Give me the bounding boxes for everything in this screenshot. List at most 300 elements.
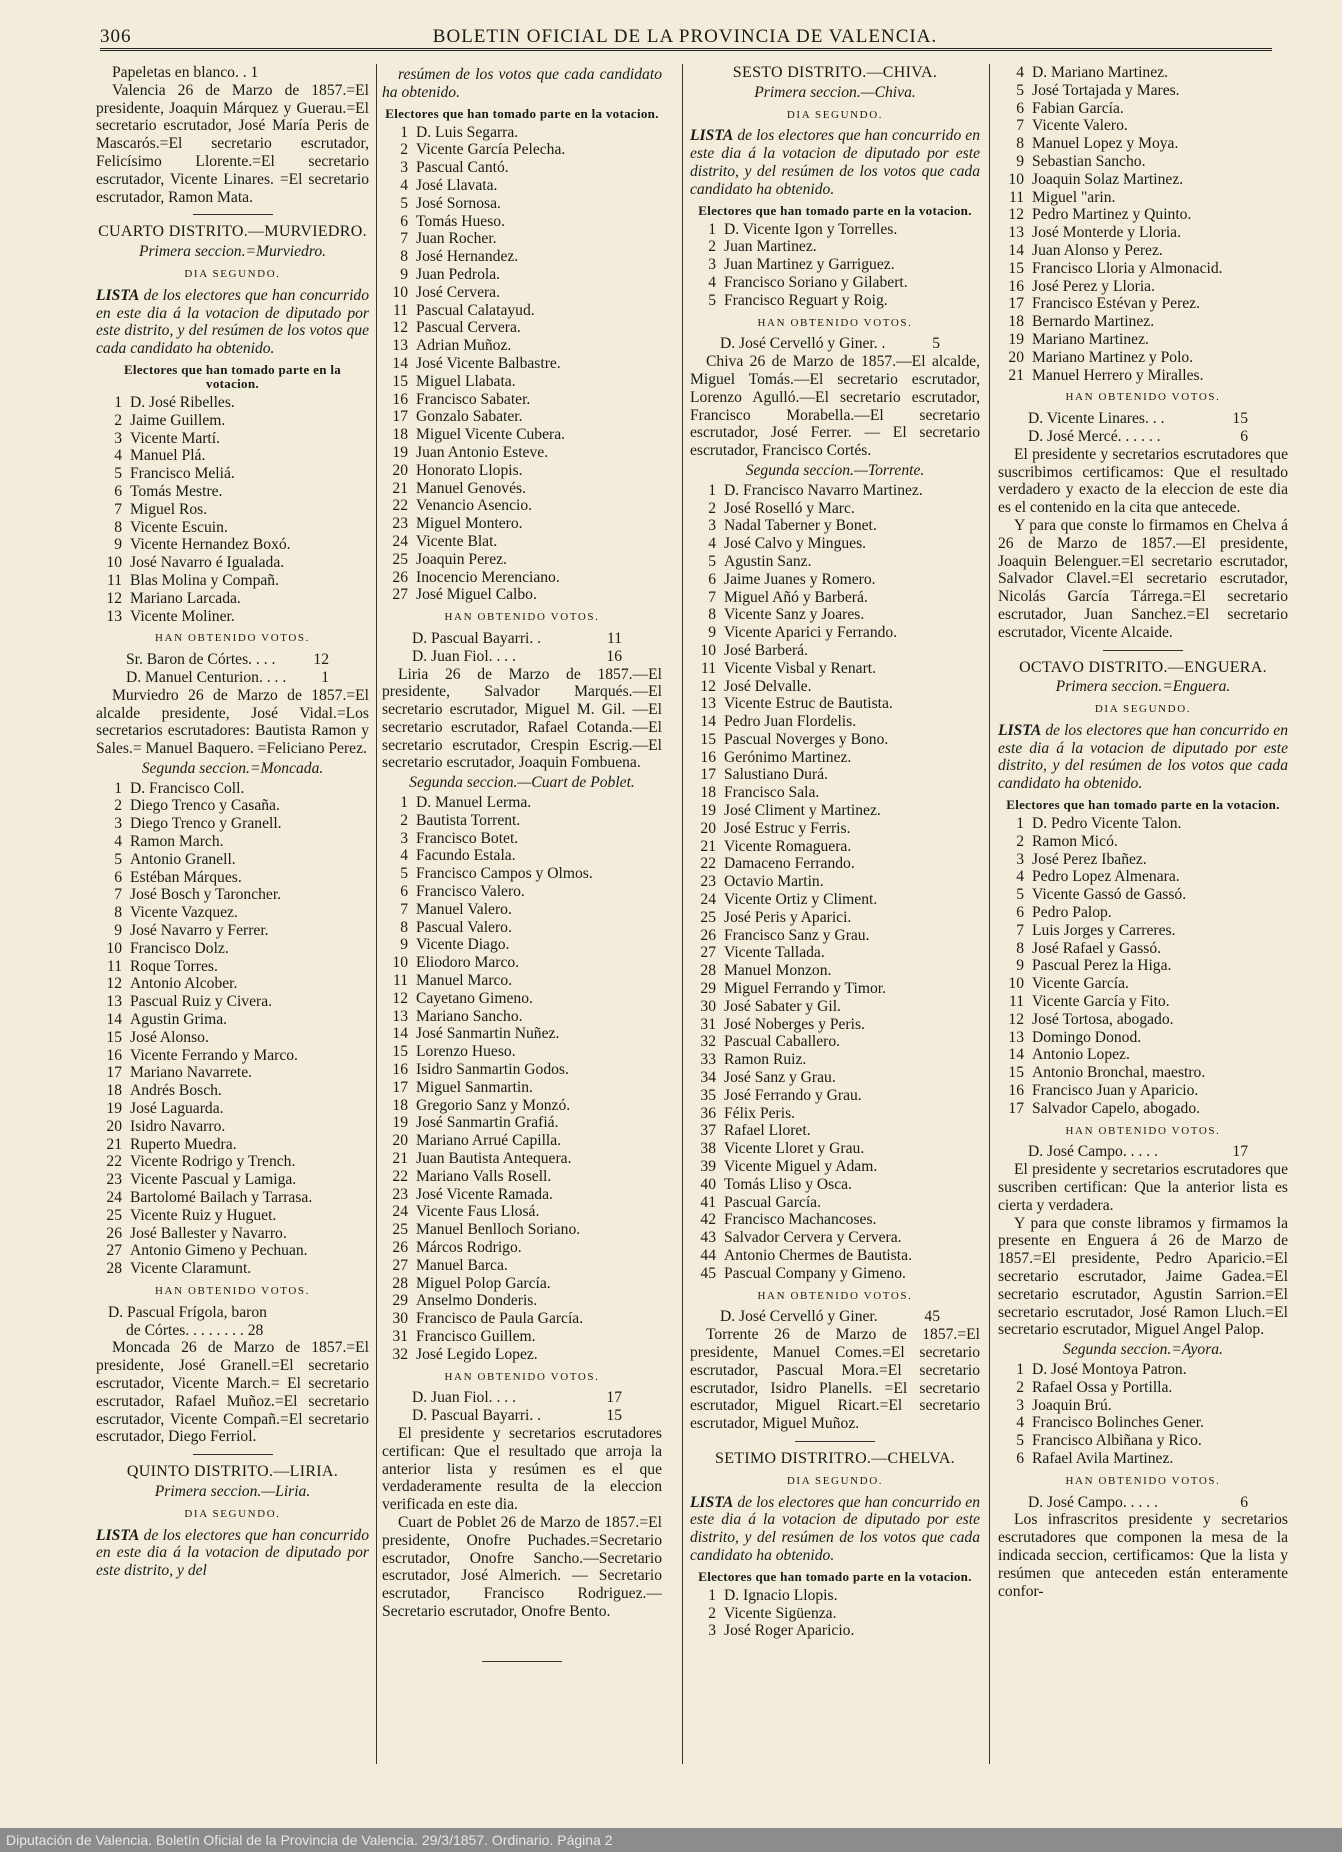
elector-row (96, 1082, 369, 1100)
elector-row (382, 1203, 662, 1221)
elector-number: 3 (708, 517, 716, 535)
elector-name: Salustiano Durá. (724, 766, 828, 784)
elector-row (690, 535, 980, 553)
elector-name: Miguel Ferrando y Timor. (724, 980, 887, 998)
elector-number: 8 (114, 518, 122, 536)
elector-name: D. Francisco Navarro Martinez. (724, 481, 923, 499)
header-rule (100, 48, 1272, 51)
vote-row (690, 1308, 980, 1326)
elector-row (690, 731, 980, 749)
elector-name: Pascual Company y Gimeno. (724, 1264, 906, 1282)
elector-row (998, 64, 1288, 82)
elector-number: 25 (700, 908, 716, 926)
elector-number: 21 (392, 479, 408, 497)
elector-name: José Vicente Balbastre. (416, 354, 561, 372)
elector-name: Pascual Ruiz y Civera. (130, 993, 273, 1011)
votos-heading: HAN OBTENIDO VOTOS. (757, 316, 913, 329)
elector-number: 30 (392, 1310, 408, 1328)
elector-name: José Vicente Ramada. (416, 1185, 553, 1203)
elector-name: Manuel Barca. (416, 1256, 508, 1274)
elector-row (690, 1069, 980, 1087)
elector-number: 14 (392, 1025, 408, 1043)
elector-name: D. Mariano Martinez. (1032, 64, 1168, 81)
elector-number: 17 (392, 1078, 408, 1096)
vote-row (382, 1407, 662, 1425)
elector-number: 15 (1008, 259, 1024, 277)
elector-row (690, 624, 980, 642)
elector-row (382, 569, 662, 587)
elector-name: Bernardo Martinez. (1032, 313, 1155, 331)
elector-number: 26 (392, 568, 408, 586)
elector-row (690, 1158, 980, 1176)
elector-number: 12 (106, 589, 122, 607)
column-2 (382, 64, 662, 1670)
elector-number: 18 (392, 1096, 408, 1114)
elector-number: 18 (392, 426, 408, 444)
elector-row (690, 1622, 980, 1640)
elector-row (690, 944, 980, 962)
elector-number: 13 (392, 1007, 408, 1025)
elector-name: Luis Jorges y Carreres. (1032, 921, 1176, 939)
vote-row (382, 648, 662, 666)
elector-row (382, 248, 662, 266)
elector-row (96, 1011, 369, 1029)
elector-name: Francisco Soriano y Gilabert. (724, 273, 908, 291)
elector-name: Mariano Arrué Capilla. (416, 1132, 562, 1150)
elector-number: 10 (700, 641, 716, 659)
elector-row (96, 572, 369, 590)
elector-number: 2 (114, 411, 122, 429)
elector-number: 22 (106, 1153, 122, 1171)
elector-number: 6 (1016, 1449, 1024, 1467)
elector-name: Manuel Herrero y Miralles. (1032, 366, 1204, 384)
elector-row (96, 501, 369, 519)
elector-list (382, 124, 662, 605)
elector-row (690, 855, 980, 873)
elector-number: 12 (392, 989, 408, 1007)
elector-number: 5 (114, 850, 122, 868)
elector-number: 15 (700, 730, 716, 748)
elector-number: 5 (708, 552, 716, 570)
elector-number: 20 (106, 1117, 122, 1135)
vote-count: 15 (1232, 410, 1248, 428)
separator (193, 214, 273, 215)
elector-name: Francisco Valero. (416, 883, 525, 901)
elector-number: 4 (114, 833, 122, 851)
elector-name: Francisco Lloria y Almonacid. (1032, 259, 1223, 277)
elector-row (96, 904, 369, 922)
elector-name: Ramon Ruiz. (724, 1051, 807, 1069)
candidate-name: D. Manuel Centurion. . . . (126, 668, 287, 686)
elector-number: 6 (1016, 904, 1024, 922)
elector-number: 5 (1016, 1432, 1024, 1450)
elector-row (998, 1414, 1288, 1432)
elector-row (382, 812, 662, 830)
elector-name: José Ballester y Navarro. (130, 1224, 287, 1242)
elector-number: 1 (708, 481, 716, 499)
elector-number: 16 (392, 390, 408, 408)
elector-name: Mariano Sancho. (416, 1007, 523, 1025)
elector-name: José Monterde y Lloria. (1032, 224, 1181, 242)
elector-row (998, 224, 1288, 242)
elector-row (96, 833, 369, 851)
elector-number: 3 (708, 256, 716, 274)
elector-row (382, 426, 662, 444)
elector-list (96, 780, 369, 1278)
lista-intro (96, 287, 369, 358)
elector-name: Vicente Escuin. (130, 518, 228, 536)
elector-row (382, 533, 662, 551)
elector-row (690, 1140, 980, 1158)
elector-row (998, 1100, 1288, 1118)
elector-row (382, 883, 662, 901)
elector-name: Antonio Gimeno y Pechuan. (130, 1242, 308, 1260)
elector-name: Pedro Martinez y Quinto. (1032, 206, 1192, 224)
elector-number: 19 (1008, 330, 1024, 348)
elector-number: 28 (392, 1274, 408, 1292)
publication-title: BOLETIN OFICIAL DE LA PROVINCIA DE VALENCIA. (432, 26, 938, 47)
elector-name: Isidro Sanmartin Godos. (416, 1061, 569, 1079)
elector-name: Pascual García. (724, 1193, 821, 1211)
lista-text: de los electores que han concurrido en este dia á la votacion de diputado por este distrito, y del resúmen de los votos que cada candidato ha obtenido. (998, 721, 1288, 793)
elector-name: Vicente Blat. (416, 532, 498, 550)
votos-heading: HAN OBTENIDO VOTOS. (1065, 1124, 1221, 1137)
elector-name: José Ferrando y Grau. (724, 1086, 862, 1104)
elector-row (998, 171, 1288, 189)
elector-row (690, 482, 980, 500)
elector-row (690, 1211, 980, 1229)
elector-name: Sebastian Sancho. (1032, 152, 1146, 170)
elector-row (998, 993, 1288, 1011)
elector-row (690, 500, 980, 518)
elector-number: 1 (1016, 815, 1024, 833)
elector-number: 21 (700, 837, 716, 855)
elector-row (690, 1176, 980, 1194)
elector-name: Francisco Dolz. (130, 939, 229, 957)
elector-name: Tomás Lliso y Osca. (724, 1175, 852, 1193)
section-title: Segunda seccion.=Ayora. (1063, 1341, 1223, 1359)
elector-name: Estéban Márques. (130, 868, 242, 886)
elector-name: José Calvo y Mingues. (724, 535, 867, 553)
elector-number: 1 (114, 393, 122, 411)
elector-number: 11 (1008, 188, 1024, 206)
elector-number: 11 (700, 659, 716, 677)
elector-name: Pedro Lopez Almenara. (1032, 868, 1180, 886)
elector-row (998, 1450, 1288, 1468)
elector-name: Manuel Lopez y Moya. (1032, 135, 1179, 153)
vote-row (382, 1389, 662, 1407)
elector-row (96, 536, 369, 554)
elector-name: Agustin Grima. (130, 1011, 228, 1029)
elector-name: Vicente García. (1032, 975, 1129, 993)
elector-name: Vicente Visbal y Renart. (724, 659, 877, 677)
vote-count: 5 (932, 335, 940, 353)
elector-name: Juan Bautista Antequera. (416, 1150, 572, 1168)
elector-number: 25 (392, 550, 408, 568)
elector-number: 44 (700, 1247, 716, 1264)
elector-row (690, 292, 980, 310)
elector-row (690, 221, 980, 239)
elector-name: Salvador Cervera y Cervera. (724, 1229, 902, 1247)
elector-row (382, 1168, 662, 1186)
elector-name: Jaime Juanes y Romero. (724, 570, 876, 588)
elector-number: 4 (400, 847, 408, 865)
elector-name: Vicente Sanz y Joares. (724, 606, 865, 624)
elector-name: Mariano Larcada. (130, 589, 241, 607)
elector-row (382, 586, 662, 604)
separator (795, 1441, 875, 1442)
elector-name: Pedro Palop. (1032, 904, 1112, 922)
elector-name: Lorenzo Hueso. (416, 1043, 516, 1061)
elector-name: Miguel Llabata. (416, 372, 516, 390)
elector-name: José Perez y Lloria. (1032, 277, 1155, 295)
elector-number: 26 (392, 1239, 408, 1256)
elector-number: 2 (708, 238, 716, 256)
elector-number: 1 (708, 220, 716, 238)
elector-number: 2 (400, 811, 408, 829)
lista-head: LISTA (690, 127, 734, 145)
section-title: Segunda seccion.—Torrente. (745, 461, 925, 479)
candidate-name: D. Vicente Linares. . . (1028, 410, 1165, 428)
elector-number: 6 (1016, 99, 1024, 117)
elector-row (96, 797, 369, 815)
elector-name: José Bosch y Taroncher. (130, 886, 282, 904)
elector-number: 18 (700, 784, 716, 802)
elector-number: 9 (400, 265, 408, 283)
elector-number: 20 (392, 461, 408, 479)
electores-heading: Electores que han tomado parte en la votacion. (1006, 797, 1280, 813)
section-title: Primera seccion.=Enguera. (1055, 678, 1231, 696)
elector-name: Juan Rocher. (416, 230, 497, 248)
elector-name: Agustin Sanz. (724, 552, 812, 570)
elector-row (96, 1118, 369, 1136)
page-number: 306 (100, 26, 132, 47)
elector-number: 5 (400, 194, 408, 212)
elector-row (382, 480, 662, 498)
elector-row (690, 1033, 980, 1051)
elector-number: 15 (392, 372, 408, 390)
elector-number: 31 (700, 1015, 716, 1033)
elector-name: Tomás Hueso. (416, 212, 505, 230)
elector-number: 5 (114, 465, 122, 483)
elector-name: D. Vicente Igon y Torrelles. (724, 220, 898, 238)
elector-number: 19 (700, 802, 716, 820)
elector-row (96, 1242, 369, 1260)
elector-name: Manuel Genovés. (416, 479, 526, 497)
vote-count: 17 (606, 1389, 622, 1407)
elector-row (96, 975, 369, 993)
elector-row (382, 1257, 662, 1275)
elector-number: 5 (1016, 886, 1024, 904)
elector-name: Vicente García Pelecha. (416, 141, 566, 159)
elector-number: 27 (106, 1242, 122, 1260)
elector-row (382, 408, 662, 426)
elector-name: José Alonso. (130, 1028, 209, 1046)
elector-number: 13 (1008, 1028, 1024, 1046)
elector-row (96, 780, 369, 798)
elector-row (96, 554, 369, 572)
elector-row (382, 497, 662, 515)
district-title: CUARTO DISTRITO.—MURVIEDRO. (98, 223, 367, 241)
vote-count: 6 (1240, 1493, 1248, 1511)
elector-name: José Barberá. (724, 641, 808, 659)
elector-name: Fabian García. (1032, 99, 1124, 117)
elector-name: D. Luis Segarra. (416, 123, 519, 141)
elector-row (382, 284, 662, 302)
elector-number: 10 (392, 954, 408, 972)
candidate-name: D. Juan Fiol. . . . (412, 647, 516, 665)
elector-row (690, 1105, 980, 1123)
elector-number: 36 (700, 1104, 716, 1122)
elector-name: José Roger Aparicio. (724, 1622, 855, 1640)
elector-name: Ruperto Muedra. (130, 1135, 237, 1153)
elector-name: Mariano Martinez y Polo. (1032, 348, 1194, 366)
elector-number: 23 (392, 1185, 408, 1203)
elector-number: 9 (114, 536, 122, 554)
elector-row (998, 242, 1288, 260)
elector-row (690, 695, 980, 713)
elector-row (690, 238, 980, 256)
elector-name: Domingo Donod. (1032, 1028, 1142, 1046)
lista-text: de los electores que han concurrido en este dia á la votacion de diputado por este distrito, y del (96, 1526, 369, 1580)
elector-row (998, 367, 1288, 385)
votos-heading: HAN OBTENIDO VOTOS. (757, 1289, 913, 1302)
lista-intro (998, 722, 1288, 793)
elector-name: José Sanmartin Grafiá. (416, 1114, 559, 1132)
separator (193, 1454, 273, 1455)
elector-row (690, 891, 980, 909)
elector-row (998, 1397, 1288, 1415)
elector-number: 15 (392, 1043, 408, 1061)
elector-row (690, 766, 980, 784)
elector-row (382, 515, 662, 533)
elector-row (690, 820, 980, 838)
elector-name: Joaquin Solaz Martinez. (1032, 170, 1184, 188)
elector-name: Tomás Mestre. (130, 482, 223, 500)
elector-row (690, 660, 980, 678)
elector-row (382, 177, 662, 195)
elector-list (690, 221, 980, 310)
elector-list (998, 1361, 1288, 1468)
elector-number: 16 (106, 1046, 122, 1064)
separator (1103, 650, 1183, 651)
elector-number: 8 (400, 248, 408, 266)
elector-number: 22 (700, 855, 716, 873)
elector-number: 24 (700, 891, 716, 909)
elector-number: 15 (1008, 1064, 1024, 1082)
elector-row (998, 278, 1288, 296)
elector-name: Ramon March. (130, 833, 224, 851)
elector-name: Anselmo Donderis. (416, 1292, 538, 1310)
elector-name: Gregorio Sanz y Monzó. (416, 1096, 571, 1114)
elector-row (382, 266, 662, 284)
certifican-text: El presidente y secretarios escrutadores certifican: Que el resultado que arroja la anterior lista y resúmen es el que verdaderamente resulta de la eleccion verificada en este dia. (382, 1424, 662, 1514)
elector-row (998, 260, 1288, 278)
elector-row (96, 519, 369, 537)
elector-row (690, 642, 980, 660)
moncada-acta: Moncada 26 de Marzo de 1857.=El presidente, José Granell.=El secretario escrutador, Vicente March.= El secretario escrutador, Rafael Muñoz.=El secretario escrutador, Vicente Compañ.=El secretario escrutador, Diego Ferriol. (96, 1339, 369, 1446)
candidate-name: D. José Cervelló y Giner. . (720, 335, 886, 353)
elector-name: Manuel Valero. (416, 900, 512, 918)
candidate-name: D. Pascual Bayarri. . (412, 629, 542, 647)
elector-row (998, 940, 1288, 958)
elector-name: Vicente Hernandez Boxó. (130, 536, 291, 554)
elector-number: 22 (392, 1167, 408, 1185)
elector-name: José Legido Lopez. (416, 1345, 538, 1363)
elector-number: 12 (1008, 1010, 1024, 1028)
enguera-acta: Y para que conste libramos y firmamos la presente en Enguera á 26 de Marzo de 1857.=El presidente, Pedro Aparicio.=El secretario escrutador, Jaime Gadea.=El secretario escrutador, Agustin Sarrion.=El secretario escrutador, José Ramon Lluch.=El secretario escrutador, Miguel Angel Palop. (998, 1214, 1288, 1339)
elector-number: 21 (106, 1135, 122, 1153)
elector-name: Facundo Estala. (416, 847, 516, 865)
elector-name: Juan Pedrola. (416, 265, 501, 283)
ayora-text: Los infrascritos presidente y secretarios escrutadores que componen la mesa de la indicada seccion, certificamos: Que la lista y resúmen que anteceden están enteramente confor- (998, 1511, 1288, 1600)
elector-number: 8 (1016, 939, 1024, 957)
elector-number: 2 (114, 797, 122, 815)
elector-number: 13 (1008, 224, 1024, 242)
elector-row (998, 815, 1288, 833)
elector-name: Vicente Ruiz y Huguet. (130, 1206, 277, 1224)
elector-row (382, 954, 662, 972)
elector-number: 4 (1016, 64, 1024, 81)
elector-name: Mariano Navarrete. (130, 1064, 253, 1082)
elector-row (382, 319, 662, 337)
elector-row (382, 230, 662, 248)
elector-row (96, 608, 369, 626)
elector-number: 3 (400, 829, 408, 847)
elector-number: 21 (1008, 366, 1024, 384)
elector-number: 11 (1008, 993, 1024, 1011)
elector-number: 10 (1008, 975, 1024, 993)
elector-name: Vicente Valero. (1032, 117, 1128, 135)
dia-label: DIA SEGUNDO. (184, 267, 281, 280)
elector-row (690, 517, 980, 535)
elector-row (96, 1207, 369, 1225)
elector-number: 3 (114, 429, 122, 447)
elector-name: Vicente Rodrigo y Trench. (130, 1153, 296, 1171)
elector-name: Isidro Navarro. (130, 1117, 226, 1135)
elector-name: Honorato Llopis. (416, 461, 523, 479)
elector-name: José Hernandez. (416, 248, 519, 266)
elector-number: 3 (708, 1622, 716, 1640)
elector-row (382, 972, 662, 990)
candidate-name: D. José Campo. . . . . (1028, 1493, 1158, 1511)
elector-number: 33 (700, 1051, 716, 1069)
elector-name: Francisco Sabater. (416, 390, 531, 408)
elector-number: 16 (1008, 1082, 1024, 1100)
elector-row (998, 904, 1288, 922)
elector-name: Félix Peris. (724, 1104, 796, 1122)
dia-label: DIA SEGUNDO. (1094, 703, 1192, 716)
elector-row (998, 1011, 1288, 1029)
votos-heading: HAN OBTENIDO VOTOS. (444, 611, 600, 624)
vote-row (690, 335, 980, 353)
elector-name: José Cervera. (416, 283, 500, 301)
elector-number: 30 (700, 997, 716, 1015)
elector-name: Antonio Alcober. (130, 975, 238, 993)
elector-row (690, 553, 980, 571)
elector-name: Cayetano Gimeno. (416, 989, 533, 1007)
elector-name: Pascual Valero. (416, 918, 512, 936)
elector-name: Francisco Albiñana y Rico. (1032, 1432, 1202, 1450)
electores-heading: Electores que han tomado parte en la votacion. (385, 105, 659, 121)
elector-number: 24 (392, 532, 408, 550)
elector-row (690, 1229, 980, 1247)
column-3 (690, 64, 980, 1640)
vote-count: 16 (606, 647, 622, 665)
elector-name: Francisco Meliá. (130, 465, 235, 483)
elector-name: José Sornosa. (416, 194, 501, 212)
elector-row (382, 1025, 662, 1043)
